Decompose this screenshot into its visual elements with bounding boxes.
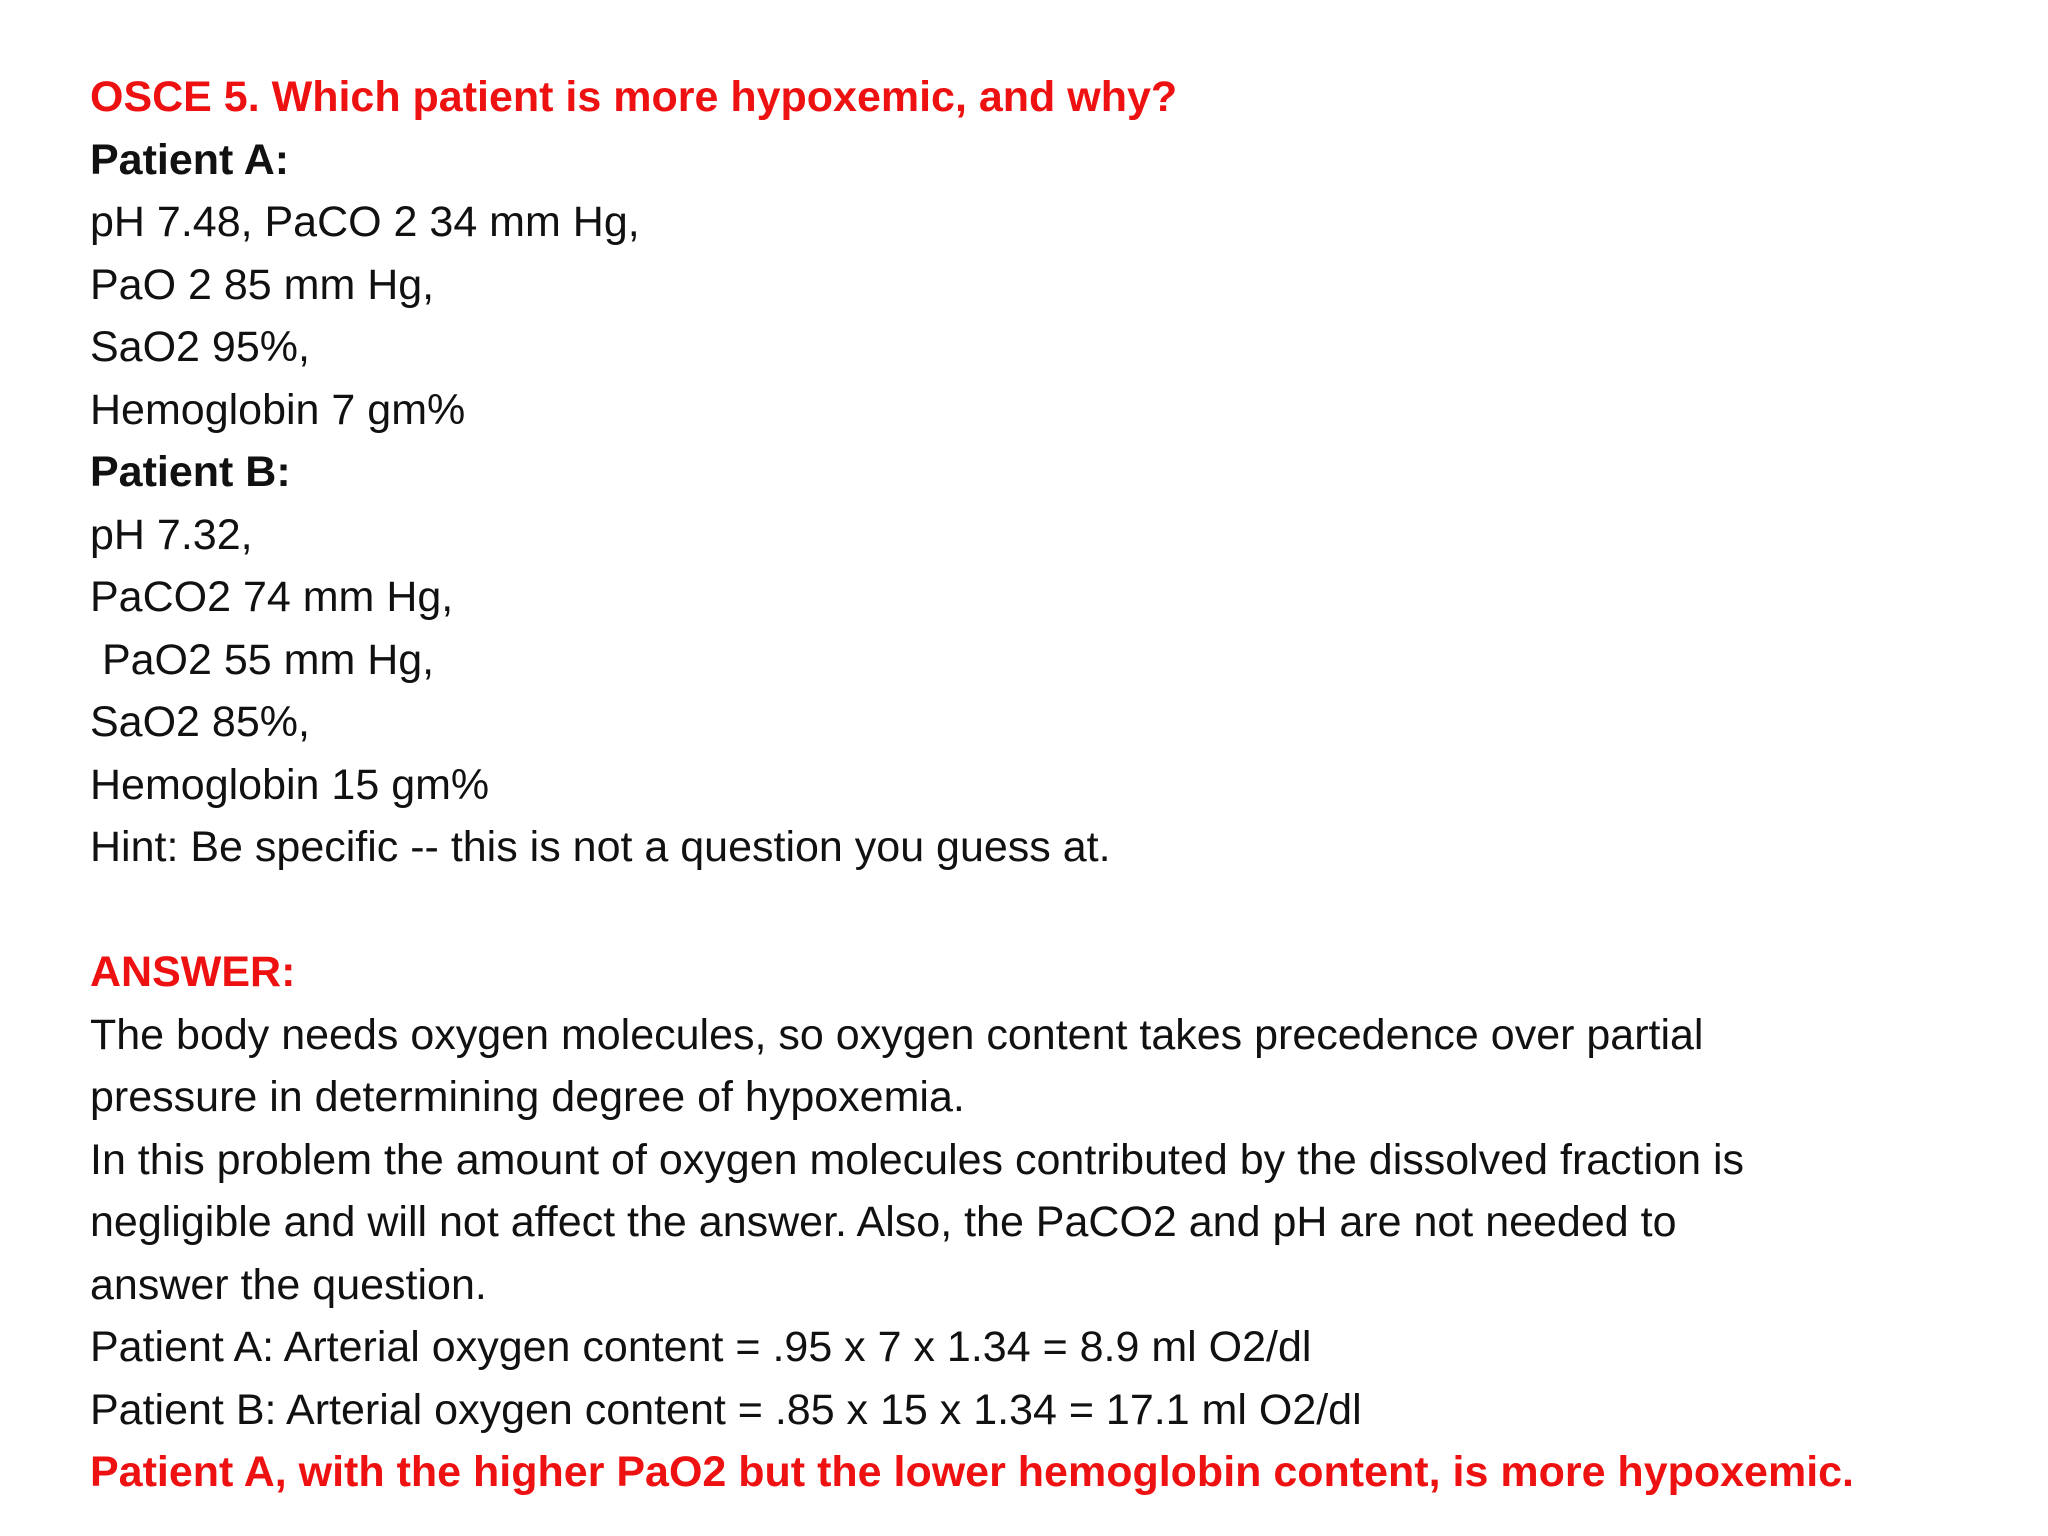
- patient-a-line: PaO 2 85 mm Hg,: [90, 260, 435, 309]
- answer-line: The body needs oxygen molecules, so oxygen content takes precedence over partial: [90, 1010, 1704, 1059]
- patient-a-line: SaO2 95%,: [90, 323, 310, 371]
- answer-heading: ANSWER:: [90, 948, 296, 996]
- answer-calculation-b: Patient B: Arterial oxygen content = .85 x 15 x 1.34 = 17.1 ml O2/dl: [90, 1385, 1362, 1434]
- blank-line: [90, 879, 1990, 942]
- patient-a-heading: Patient A:: [90, 135, 290, 184]
- answer-line: In this problem the amount of oxygen molecules contributed by the dissolved fraction is: [90, 1135, 1745, 1184]
- patient-b-line: PaO2 55 mm Hg,: [90, 635, 435, 684]
- patient-a-line: Hemoglobin 7 gm%: [90, 385, 466, 434]
- patient-b-line: PaCO2 74 mm Hg,: [90, 573, 454, 621]
- patient-b-heading: Patient B:: [90, 448, 291, 496]
- answer-line: pressure in determining degree of hypoxemia.: [90, 1073, 965, 1121]
- answer-line: answer the question.: [90, 1260, 487, 1309]
- hint-text: Hint: Be specific -- this is not a question you guess at.: [90, 823, 1111, 871]
- patient-b-line: Hemoglobin 15 gm%: [90, 760, 490, 809]
- question-title: OSCE 5. Which patient is more hypoxemic, and why?: [90, 73, 1178, 121]
- patient-a-line: pH 7.48, PaCO 2 34 mm Hg,: [90, 198, 640, 246]
- slide-content: [90, 66, 1990, 1504]
- answer-calculation-a: Patient A: Arterial oxygen content = .95 x 7 x 1.34 = 8.9 ml O2/dl: [90, 1323, 1312, 1371]
- answer-conclusion: Patient A, with the higher PaO2 but the lower hemoglobin content, is more hypoxemic.: [90, 1448, 1855, 1496]
- answer-line: negligible and will not affect the answer. Also, the PaCO2 and pH are not needed to: [90, 1198, 1677, 1246]
- patient-b-line: pH 7.32,: [90, 510, 253, 559]
- patient-b-line: SaO2 85%,: [90, 698, 310, 746]
